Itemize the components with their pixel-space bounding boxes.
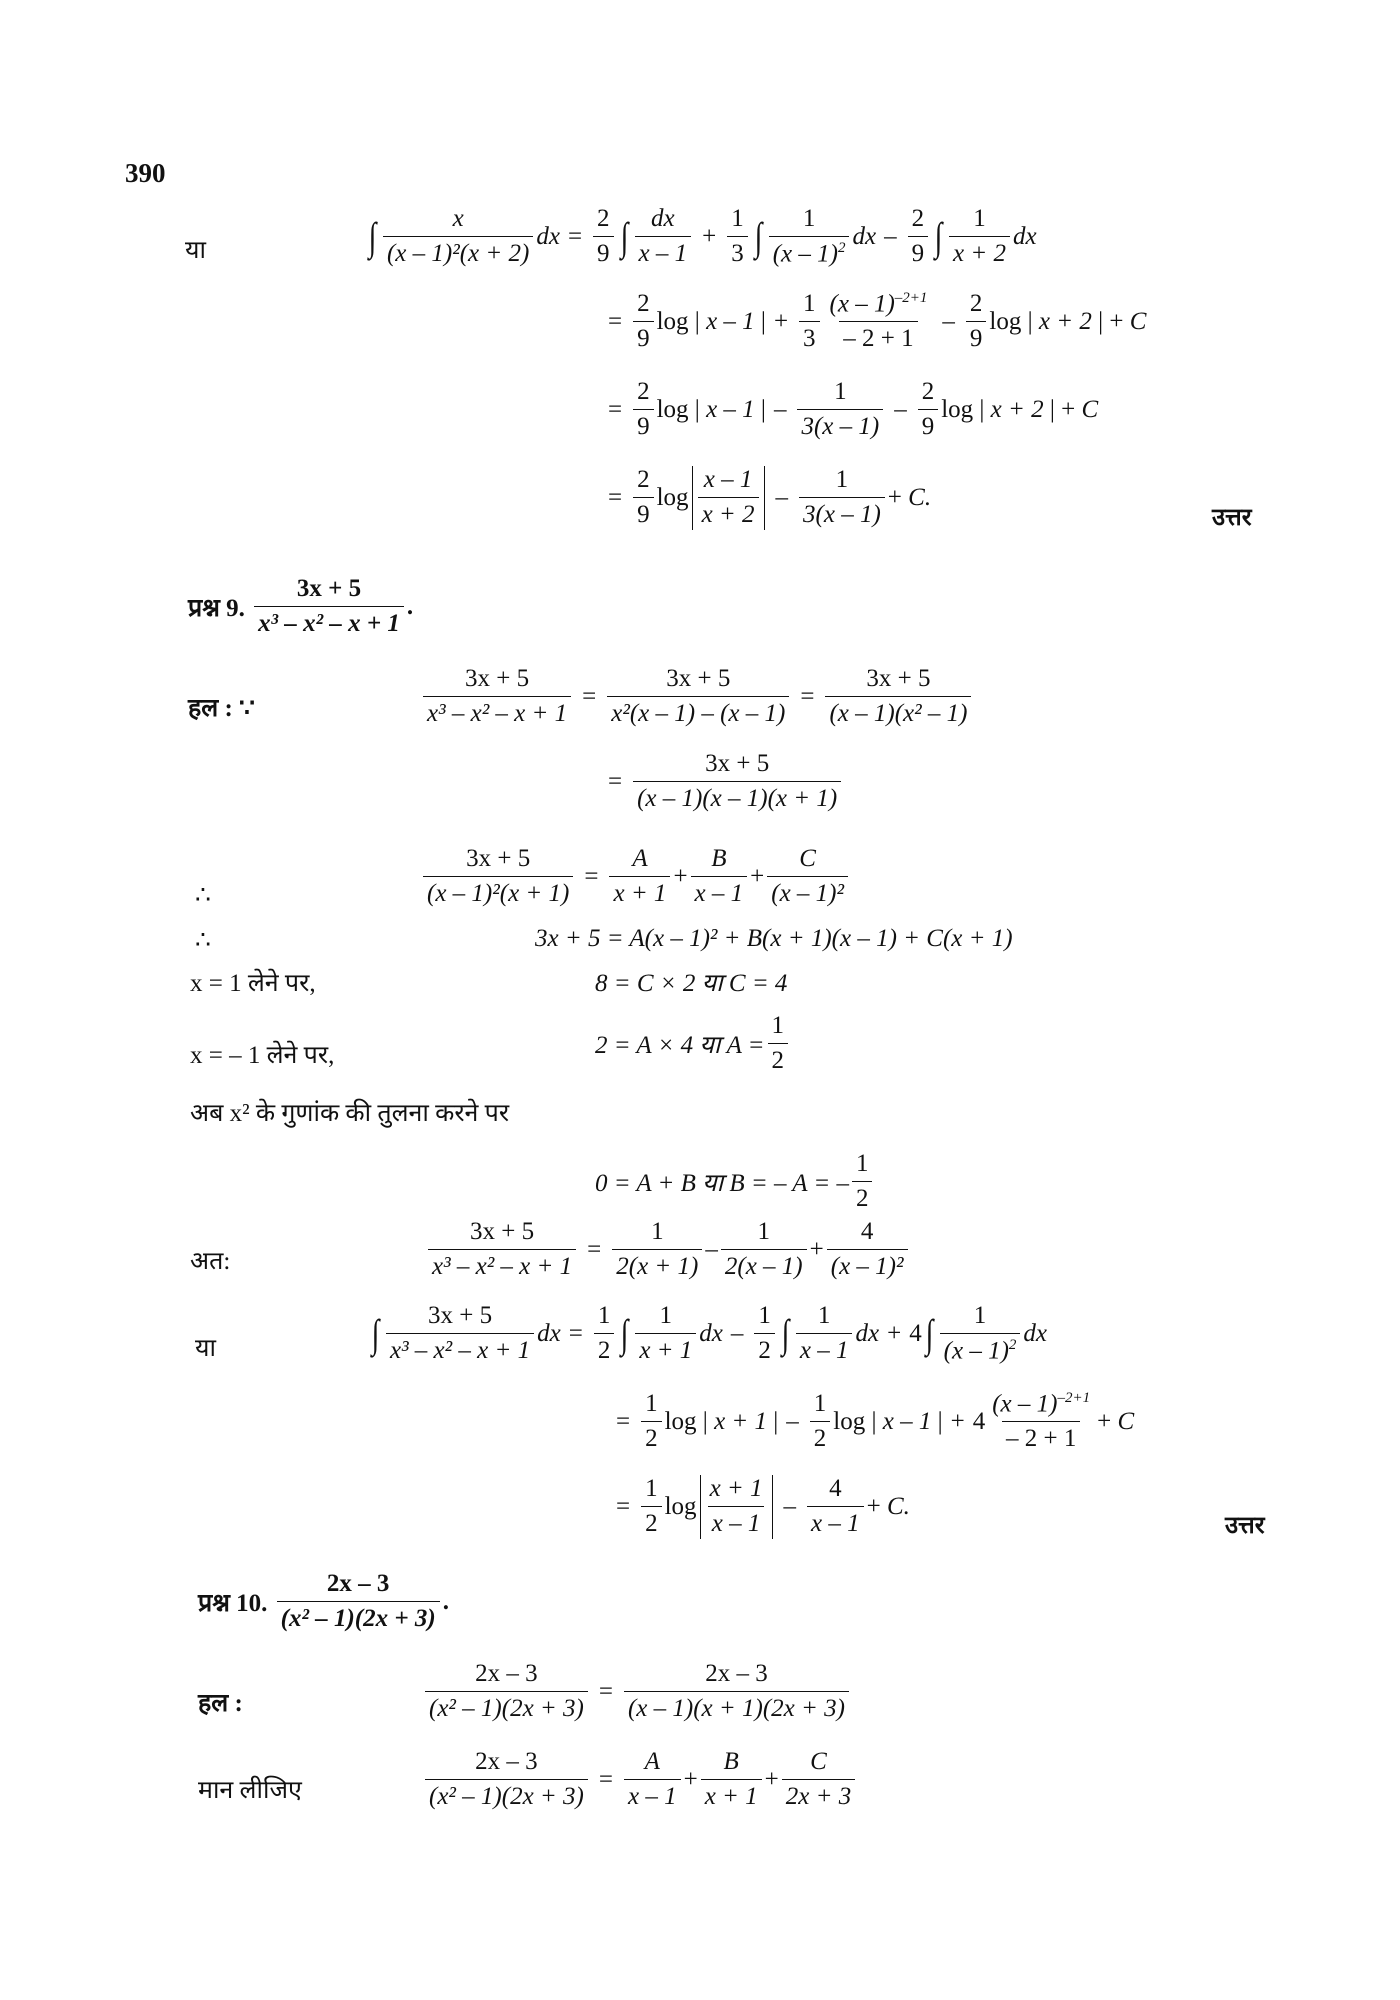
label-x-equals-1: x = 1 लेने पर,: [190, 970, 316, 997]
question-title: प्रश्न 10.: [198, 1589, 268, 1617]
block8-line3: = $\frac{2}{9}$ log | x – 1 | – $\frac{1}{3(x - 1)}$ – $\frac{2}{9}$ log | x + 2 | + C: [608, 378, 1099, 440]
q9-xm1-result: 2 = A × 4 या A = $\frac{1}{2}$: [595, 1012, 791, 1076]
q9-coef-result: 0 = A + B या B = – A = – $\frac{1}{2}$: [595, 1150, 875, 1214]
q9-integral-line3: = $\frac{1}{2}$ log $\frac{x + 1}{x - 1}$ – $\frac{4}{x - 1}$ + C.: [616, 1475, 910, 1537]
block8-line2: = $\frac{2}{9}$ log | x – 1 | + $\frac{1}{3}$ $\frac{(x - 1)^{-2+1}}{- 2 + 1}$ – $\frac{2}{9}$ log | x + 2 | + C: [608, 290, 1147, 353]
label-ya: या: [185, 237, 206, 264]
label-atah: अत:: [190, 1248, 231, 1275]
question-title: प्रश्न 9.: [188, 594, 245, 622]
block8-line1: ∫ $\frac{x}{\text{(x – 1)²(x + 2)}}$ dx = $\frac{2}{9}$ ∫ $\frac{dx}{x - 1}$ + $\frac{1}{3}$ ∫ $\frac{1}{(x - 1)^2}$ dx – $\frac{2}{9}$ ∫ $\frac{1}{x + 2}$ dx: [368, 205, 1037, 268]
label-ya: या: [195, 1335, 216, 1362]
question-10-heading: प्रश्न 10. $\frac{2x - 3}{\text{(x² – 1)(2x + 3)}}$ .: [198, 1570, 449, 1632]
therefore-symbol: ∴: [195, 882, 211, 909]
q9-decomposition: $\frac{3x + 5}{\text{x³ – x² – x + 1}}$ = $\frac{1}{2(x + 1)}$ – $\frac{1}{2(x - 1)}$ + $\frac{4}{\text{(x – 1)²}}$: [425, 1218, 911, 1282]
label-x-equals-minus-1: x = – 1 लेने पर,: [190, 1042, 335, 1069]
q9-x1-result: 8 = C × 2 या C = 4: [595, 970, 788, 997]
therefore-symbol: ∴: [195, 927, 211, 954]
compare-coefficient-text: अब x² के गुणांक की तुलना करने पर: [190, 1100, 510, 1127]
q10-partial-fractions: $\frac{2x - 3}{\text{(x² – 1)(2x + 3)}}$ = $\frac{A}{x - 1}$ + $\frac{B}{x + 1}$ + $\frac{C}{2x + 3}$: [422, 1748, 858, 1812]
fraction: $\frac{x}{\text{(x – 1)²(x + 2)}}$: [383, 205, 533, 269]
answer-marker: उत्तर: [1225, 1513, 1265, 1539]
question-9-heading: प्रश्न 9. $\frac{3x + 5}{\text{x³ – x² – x + 1}}$ .: [188, 575, 414, 637]
q9-identity: 3x + 5 = A(x – 1)² + B(x + 1)(x – 1) + C(x + 1): [535, 925, 1013, 952]
integral-sign: ∫: [368, 214, 377, 260]
answer-marker: उत्तर: [1212, 505, 1252, 531]
q9-integral-line1: ∫ $\frac{3x + 5}{\text{x³ – x² – x + 1}}$ dx = $\frac{1}{2}$ ∫ $\frac{1}{x + 1}$ dx – $\frac{1}{2}$ ∫ $\frac{1}{x - 1}$ dx + 4 ∫ $\frac{1}{(x - 1)^2}$ dx: [371, 1302, 1048, 1365]
label-hal: हल : ∵: [188, 695, 255, 722]
q9-step1: $\frac{3x + 5}{\text{x³ – x² – x + 1}}$ = $\frac{3x + 5}{\text{x²(x – 1) – (x – 1)}}$ = $\frac{3x + 5}{\text{(x – 1)(x² – 1)}}$: [420, 665, 974, 729]
q9-integral-line2: = $\frac{1}{2}$ log | x + 1 | – $\frac{1}{2}$ log | x – 1 | + 4 $\frac{(x - 1)^{-2+1}}{- 2 + 1}$ + C: [616, 1390, 1135, 1453]
label-hal: हल :: [198, 1690, 243, 1717]
q9-step2: = $\frac{3x + 5}{(x - 1)(x - 1)(x + 1)}$: [600, 750, 844, 814]
q10-step1: $\frac{2x - 3}{\text{(x² – 1)(2x + 3)}}$ = $\frac{2x - 3}{(x - 1)(x + 1)(2x + 3)}$: [422, 1660, 852, 1724]
label-maan-lijiye: मान लीजिए: [198, 1777, 302, 1804]
q9-partial-fractions: $\frac{3x + 5}{\text{(x – 1)²(x + 1)}}$ = $\frac{A}{x + 1}$ + $\frac{B}{x - 1}$ + $\frac{C}{\text{(x – 1)²}}$: [420, 845, 851, 909]
block8-line4: = $\frac{2}{9}$ log $\frac{x - 1}{x + 2}$ – $\frac{1}{3(x - 1)}$ + C.: [608, 466, 932, 528]
page-number: 390: [125, 158, 166, 188]
